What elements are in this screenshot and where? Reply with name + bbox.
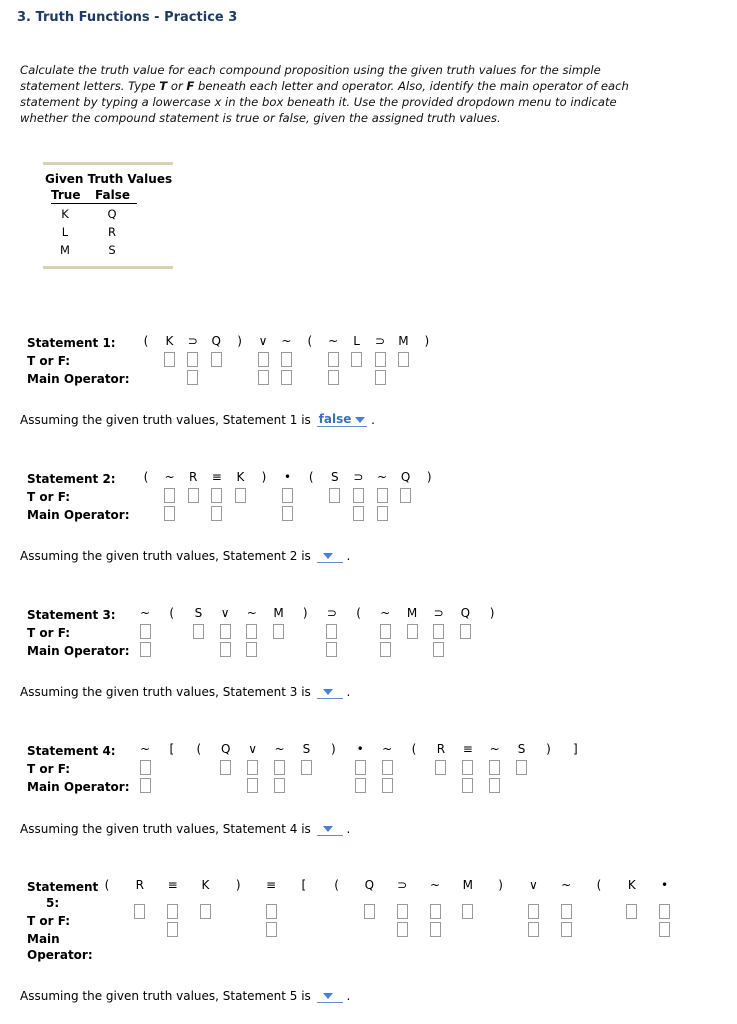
tf-input-box[interactable] [187, 352, 198, 367]
token-letter-r: R [135, 878, 144, 892]
tf-input-box[interactable] [140, 760, 151, 775]
tf-input-box[interactable] [282, 488, 293, 503]
token-open-paren: ( [308, 470, 314, 484]
token-dot-symbol: • [284, 470, 292, 484]
true-letter: M [60, 243, 70, 257]
token-wedge-symbol: ∨ [258, 334, 268, 348]
tf-input-box[interactable] [247, 760, 258, 775]
tf-label: T or F: [27, 626, 71, 640]
truth-dropdown-1[interactable]: false [317, 412, 368, 427]
truth-dropdown-4[interactable] [317, 821, 343, 836]
token-tilde-symbol: ~ [328, 334, 339, 348]
tf-input-box[interactable] [380, 624, 391, 639]
token-dot-symbol: • [356, 742, 364, 756]
truth-dropdown-3[interactable] [317, 684, 343, 699]
token-open-paren: ( [596, 878, 602, 892]
token-close-paren: ) [424, 334, 430, 348]
statement-1 [0, 336, 737, 446]
token-tilde-symbol: ~ [164, 470, 175, 484]
token-letter-l: L [353, 334, 360, 348]
tf-input-box[interactable] [364, 904, 375, 919]
statement-label: Statement 1: [27, 336, 116, 350]
tf-input-box[interactable] [462, 760, 473, 775]
token-dot-symbol: • [661, 878, 669, 892]
tf-input-box[interactable] [382, 760, 393, 775]
truth-dropdown-5[interactable] [317, 988, 343, 1003]
main-operator-label: Main Operator: [27, 780, 130, 794]
token-wedge-symbol: ∨ [248, 742, 257, 756]
main-operator-input-box[interactable] [187, 370, 198, 385]
token-open-paren: ( [307, 334, 313, 348]
false-letter: R [108, 225, 116, 239]
main-operator-label: Main Operator: [27, 644, 130, 658]
token-open-paren: ( [411, 742, 417, 756]
main-operator-input-box[interactable] [266, 922, 277, 937]
tf-label: T or F: [27, 914, 71, 928]
token-letter-r: R [189, 470, 198, 484]
token-tilde-symbol: ~ [380, 606, 391, 620]
token-horseshoe-symbol: ⊃ [374, 334, 386, 348]
tf-input-box[interactable] [489, 760, 500, 775]
statement-4 [0, 744, 737, 854]
tf-input-box[interactable] [273, 624, 284, 639]
token-tilde-symbol: ~ [429, 878, 441, 892]
page-title: 3. Truth Functions - Practice 3 [17, 10, 238, 25]
tf-input-box[interactable] [430, 904, 441, 919]
token-tilde-symbol: ~ [376, 470, 388, 484]
main-operator-label-a: Main [27, 932, 60, 946]
tf-input-box[interactable] [134, 904, 145, 919]
main-operator-input-box[interactable] [380, 642, 391, 657]
statement-label-number: 5: [46, 896, 60, 910]
assumption-5: Assuming the given truth values, Statement 5 is . [20, 989, 351, 1003]
token-tilde-symbol: ~ [561, 878, 572, 892]
token-open-paren: ( [143, 470, 149, 484]
main-operator-input-box[interactable] [430, 922, 441, 937]
token-horseshoe-symbol: ⊃ [433, 606, 444, 620]
tf-input-box[interactable] [398, 352, 409, 367]
tf-input-box[interactable] [375, 352, 386, 367]
token-horseshoe-symbol: ⊃ [353, 470, 364, 484]
tf-input-box[interactable] [301, 760, 312, 775]
tf-input-box[interactable] [211, 352, 222, 367]
main-operator-input-box[interactable] [247, 778, 258, 793]
token-letter-m: M [406, 606, 418, 620]
tf-input-box[interactable] [462, 904, 473, 919]
truth-values-header [51, 188, 137, 204]
tf-input-box[interactable] [516, 760, 527, 775]
token-triple-bar-symbol: ≡ [462, 742, 473, 756]
chevron-down-icon [323, 553, 333, 559]
assumption-1: Assuming the given truth values, Statement 1 is false . [20, 412, 375, 427]
token-tilde-symbol: ~ [139, 606, 151, 620]
token-letter-k: K [236, 470, 245, 484]
main-operator-input-box[interactable] [528, 922, 539, 937]
main-operator-input-box[interactable] [659, 922, 670, 937]
token-tilde-symbol: ~ [246, 606, 257, 620]
token-close-paren: ) [498, 878, 503, 892]
tf-input-box[interactable] [353, 488, 364, 503]
token-open-paren: ( [143, 334, 149, 348]
token-open-paren: ( [196, 742, 202, 756]
token-open-paren: ( [169, 606, 175, 620]
chevron-down-icon [323, 826, 333, 832]
tf-input-box[interactable] [246, 624, 257, 639]
main-operator-input-box[interactable] [353, 506, 364, 521]
false-letter: S [108, 243, 116, 257]
assumption-4: Assuming the given truth values, Statement 4 is . [20, 822, 351, 836]
tf-input-box[interactable] [266, 904, 277, 919]
tf-input-box[interactable] [164, 352, 175, 367]
tf-input-box[interactable] [329, 488, 340, 503]
token-horseshoe-symbol: ⊃ [326, 606, 337, 620]
token-letter-q: Q [364, 878, 375, 892]
token-letter-q: Q [400, 470, 411, 484]
tf-input-box[interactable] [220, 624, 231, 639]
token-letter-q: Q [220, 742, 231, 756]
chevron-down-icon [355, 417, 365, 423]
tf-input-box[interactable] [167, 904, 178, 919]
main-operator-input-box[interactable] [140, 642, 151, 657]
tf-input-box[interactable] [561, 904, 572, 919]
token-letter-k: K [201, 878, 210, 892]
tf-input-box[interactable] [397, 904, 408, 919]
token-close-paren: ) [237, 334, 242, 348]
tf-input-box[interactable] [400, 488, 411, 503]
token-letter-s: S [517, 742, 526, 756]
main-operator-input-box[interactable] [462, 778, 473, 793]
statement-3 [0, 608, 737, 718]
token-tilde-symbol: ~ [281, 334, 292, 348]
main-operator-input-box[interactable] [355, 778, 366, 793]
main-operator-input-box[interactable] [258, 370, 269, 385]
main-operator-input-box[interactable] [274, 778, 285, 793]
token-close-paren: ) [302, 606, 308, 620]
token-letter-m: M [398, 334, 409, 348]
tf-input-box[interactable] [433, 624, 444, 639]
main-operator-input-box[interactable] [326, 642, 337, 657]
main-operator-input-box[interactable] [164, 506, 175, 521]
main-operator-input-box[interactable] [489, 778, 500, 793]
main-operator-input-box[interactable] [211, 506, 222, 521]
token-letter-q: Q [211, 334, 221, 348]
token-close-paren: ) [330, 742, 336, 756]
main-operator-input-box[interactable] [382, 778, 393, 793]
tf-input-box[interactable] [355, 760, 366, 775]
token-triple-bar-symbol: ≡ [167, 878, 178, 892]
statement-label: Statement [27, 880, 99, 894]
tf-input-box[interactable] [200, 904, 211, 919]
tf-label: T or F: [27, 762, 71, 776]
main-operator-input-box[interactable] [282, 506, 293, 521]
token-close-bracket: ] [573, 742, 578, 756]
token-triple-bar-symbol: ≡ [211, 470, 222, 484]
statement-5 [0, 880, 737, 990]
token-letter-q: Q [460, 606, 471, 620]
tf-input-box[interactable] [281, 352, 292, 367]
tf-input-box[interactable] [164, 488, 175, 503]
tf-input-box[interactable] [407, 624, 418, 639]
token-horseshoe-symbol: ⊃ [397, 878, 408, 892]
assumption-3: Assuming the given truth values, Statement 3 is . [20, 685, 351, 699]
main-operator-label-b: Operator: [27, 948, 93, 962]
tf-input-box[interactable] [659, 904, 670, 919]
tf-input-box[interactable] [626, 904, 637, 919]
main-operator-label: Main Operator: [27, 508, 130, 522]
token-tilde-symbol: ~ [139, 742, 151, 756]
tf-input-box[interactable] [460, 624, 471, 639]
token-tilde-symbol: ~ [382, 742, 393, 756]
tf-input-box[interactable] [235, 488, 246, 503]
tf-input-box[interactable] [435, 760, 446, 775]
token-open-paren: ( [104, 878, 110, 892]
instructions: Calculate the truth value for each compound proposition using the given truth values for the simple statement letters. Type T or F beneath each letter and operator. Also, identify the main operator of each statement by typing a lowercase x in the box beneath it. Use the provided dropdown menu to indicate whether the compound statement is true or false, given the assigned truth values. [20, 63, 629, 125]
given-truth-values-table [43, 162, 173, 269]
main-operator-input-box[interactable] [167, 922, 178, 937]
token-open-paren: ( [356, 606, 361, 620]
tf-input-box[interactable] [211, 488, 222, 503]
statement-label: Statement 2: [27, 472, 116, 486]
main-operator-input-box[interactable] [397, 922, 408, 937]
token-letter-m: M [462, 878, 473, 892]
main-operator-input-box[interactable] [433, 642, 444, 657]
main-operator-input-box[interactable] [140, 778, 151, 793]
true-header: True [51, 188, 81, 202]
tf-input-box[interactable] [220, 760, 231, 775]
main-operator-label: Main Operator: [27, 372, 130, 386]
given-truth-values-title: Given Truth Values [45, 172, 173, 186]
tf-input-box[interactable] [328, 352, 339, 367]
true-letter: L [61, 225, 69, 239]
tf-input-box[interactable] [326, 624, 337, 639]
token-close-paren: ) [426, 470, 432, 484]
main-operator-input-box[interactable] [377, 506, 388, 521]
token-open-bracket: [ [301, 878, 307, 892]
main-operator-input-box[interactable] [281, 370, 292, 385]
main-operator-input-box[interactable] [220, 642, 231, 657]
tf-input-box[interactable] [528, 904, 539, 919]
tf-input-box[interactable] [377, 488, 388, 503]
token-close-paren: ) [546, 742, 551, 756]
main-operator-input-box[interactable] [246, 642, 257, 657]
token-wedge-symbol: ∨ [528, 878, 538, 892]
token-close-paren: ) [235, 878, 241, 892]
truth-dropdown-2[interactable] [317, 548, 343, 563]
token-close-paren: ) [489, 606, 495, 620]
token-open-paren: ( [334, 878, 339, 892]
main-operator-input-box[interactable] [375, 370, 386, 385]
token-triple-bar-symbol: ≡ [265, 878, 277, 892]
main-operator-input-box[interactable] [328, 370, 339, 385]
token-letter-k: K [627, 878, 636, 892]
token-letter-s: S [330, 470, 339, 484]
token-close-paren: ) [261, 470, 267, 484]
main-operator-input-box[interactable] [561, 922, 572, 937]
token-letter-k: K [165, 334, 174, 348]
statement-2 [0, 472, 737, 582]
token-letter-m: M [273, 606, 284, 620]
token-letter-s: S [302, 742, 311, 756]
token-wedge-symbol: ∨ [220, 606, 230, 620]
tf-input-box[interactable] [188, 488, 199, 503]
token-letter-s: S [194, 606, 203, 620]
token-tilde-symbol: ~ [274, 742, 285, 756]
tf-input-box[interactable] [274, 760, 285, 775]
false-letter: Q [107, 207, 117, 221]
token-tilde-symbol: ~ [489, 742, 500, 756]
tf-input-box[interactable] [140, 624, 151, 639]
tf-input-box[interactable] [351, 352, 362, 367]
assumption-2: Assuming the given truth values, Statement 2 is . [20, 549, 351, 563]
chevron-down-icon [323, 689, 333, 695]
false-header: False [95, 188, 130, 202]
true-letter: K [61, 207, 69, 221]
statement-label: Statement 4: [27, 744, 116, 758]
tf-input-box[interactable] [258, 352, 269, 367]
tf-label: T or F: [27, 490, 71, 504]
tf-input-box[interactable] [193, 624, 204, 639]
token-open-bracket: [ [169, 742, 175, 756]
token-horseshoe-symbol: ⊃ [187, 334, 198, 348]
chevron-down-icon [323, 993, 333, 999]
statement-label: Statement 3: [27, 608, 116, 622]
token-letter-r: R [436, 742, 446, 756]
tf-label: T or F: [27, 354, 71, 368]
